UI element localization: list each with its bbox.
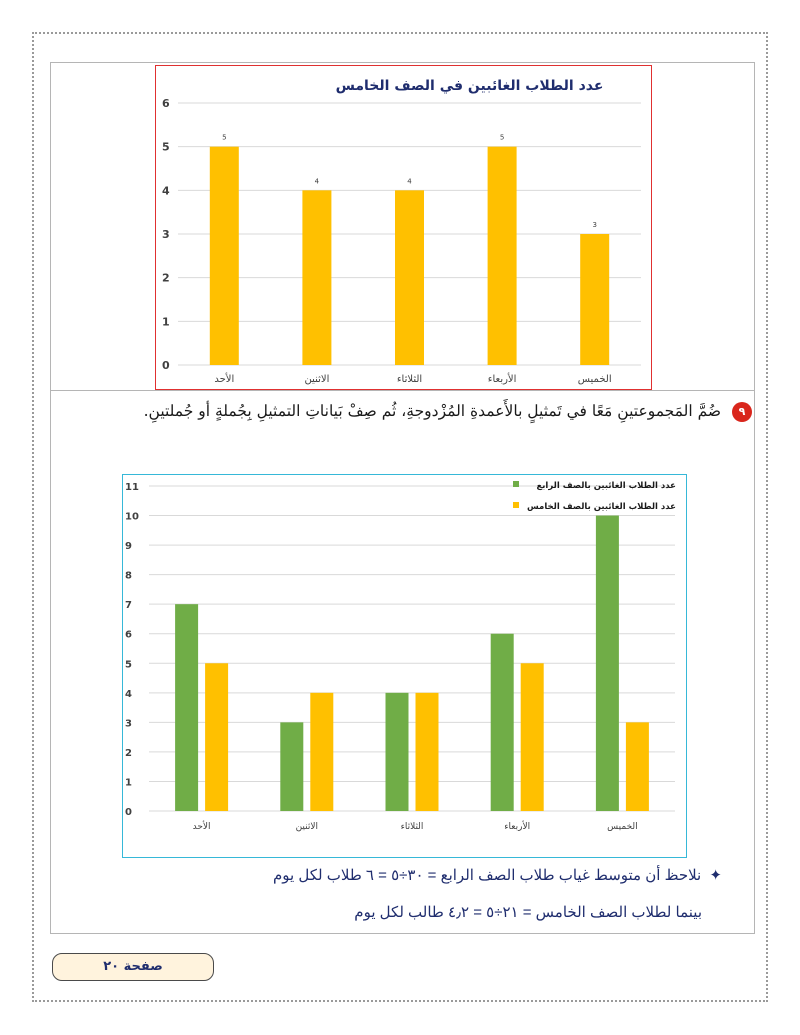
bar <box>205 663 228 811</box>
bar <box>596 516 619 811</box>
note-line-2: بينما لطلاب الصف الخامس = ٢١÷٥ = ٤٫٢ طالب لكل يوم <box>354 904 702 921</box>
y-tick-label: 6 <box>125 629 132 641</box>
page-number-label: صفحة ٢٠ <box>52 953 214 981</box>
bar <box>210 147 239 365</box>
data-label: 5 <box>222 133 227 142</box>
bar <box>302 190 331 365</box>
y-tick-label: 1 <box>125 777 132 789</box>
diamond-icon: ✦ <box>709 867 722 884</box>
x-tick-label: الاثنين <box>295 822 319 832</box>
bar <box>175 604 198 811</box>
y-tick-label: 5 <box>125 659 132 671</box>
y-tick-label: 7 <box>125 600 132 612</box>
question-line <box>60 402 752 422</box>
x-tick-label: الخميس <box>607 822 638 832</box>
bar <box>488 147 517 365</box>
y-tick-label: 4 <box>162 184 170 198</box>
y-tick-label: 1 <box>162 315 170 329</box>
y-tick-label: 4 <box>125 688 132 700</box>
chart-title: عدد الطلاب الغائبين في الصف الخامس <box>335 78 604 94</box>
x-tick-label: الثلاثاء <box>396 374 423 385</box>
y-tick-label: 0 <box>162 359 170 372</box>
bar <box>521 663 544 811</box>
section-divider <box>50 390 755 391</box>
data-label: 5 <box>499 133 505 142</box>
data-label: 4 <box>407 177 412 186</box>
y-tick-label: 8 <box>125 570 132 582</box>
note-line-1 <box>273 866 722 884</box>
bar <box>491 634 514 811</box>
note-line-1-text: نلاحظ أن متوسط غياب طلاب الصف الرابع = ٣٠÷٥ = ٦ طلاب لكل يوم <box>272 867 702 884</box>
x-tick-label: الأحد <box>214 374 235 385</box>
legend-swatch <box>513 481 519 487</box>
legend-label: عدد الطلاب الغائبين بالصف الرابع <box>536 481 676 491</box>
legend-swatch <box>513 502 519 508</box>
y-tick-label: 2 <box>162 271 170 285</box>
y-tick-label: 11 <box>125 482 139 493</box>
y-tick-label: 3 <box>162 228 170 241</box>
x-tick-label: الخميس <box>577 374 612 385</box>
legend-label: عدد الطلاب الغائبين بالصف الخامس <box>527 502 676 512</box>
x-tick-label: الأربعاء <box>487 374 517 385</box>
bar <box>626 722 649 811</box>
bar <box>580 234 609 365</box>
data-label: 4 <box>314 177 320 186</box>
question-number-badge: ٩ <box>732 402 752 422</box>
y-tick-label: 5 <box>162 140 170 154</box>
data-label: 3 <box>592 221 597 229</box>
bar <box>395 190 424 365</box>
double-bar-chart-svg <box>123 475 685 856</box>
x-tick-label: الأربعاء <box>504 822 531 832</box>
y-tick-label: 9 <box>125 541 132 553</box>
y-tick-label: 6 <box>162 97 170 110</box>
x-tick-label: الثلاثاء <box>400 822 424 832</box>
y-tick-label: 0 <box>125 807 132 818</box>
bar <box>386 693 409 811</box>
y-tick-label: 3 <box>125 718 132 730</box>
bar <box>280 722 303 811</box>
double-bar-chart <box>122 474 687 858</box>
y-tick-label: 2 <box>125 747 132 759</box>
single-bar-chart-svg <box>156 66 650 388</box>
y-tick-label: 10 <box>125 511 139 523</box>
x-tick-label: الاثنين <box>304 374 330 385</box>
single-bar-chart <box>155 65 652 390</box>
bar <box>416 693 439 811</box>
x-tick-label: الأحد <box>192 822 211 832</box>
question-text: ضُمَّ المَجموعتينِ مَعًا في تَمثيلٍ بالأَعمدةِ المُزْدوجةِ، ثُم صِفْ بَياناتِ التمثيلِ بِجُملةٍ أو جُملتينِ. <box>143 402 722 420</box>
bar <box>310 693 333 811</box>
